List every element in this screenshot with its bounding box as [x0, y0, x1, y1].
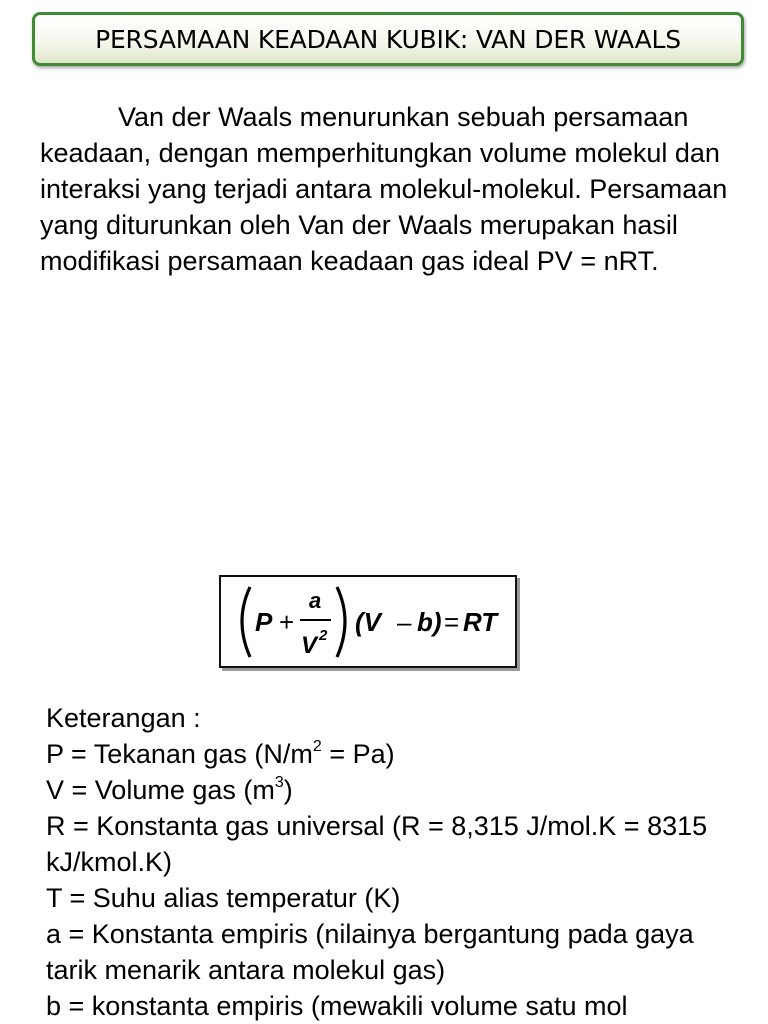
- symbol-a: a: [309, 588, 322, 613]
- term-v: (V: [355, 607, 381, 637]
- term-rt: RT: [463, 607, 498, 637]
- legend-heading: Keterangan :: [46, 703, 201, 733]
- van-der-waals-equation-box: [219, 575, 517, 668]
- symbol-p: P: [255, 607, 273, 637]
- legend-item-v: [46, 772, 726, 808]
- legend-section: [46, 700, 726, 1024]
- page-title: PERSAMAAN KEADAAN KUBIK: VAN DER WAALS: [95, 24, 681, 54]
- title-banner: [32, 12, 744, 66]
- legend-v-unit: ): [283, 775, 293, 805]
- exponent-2: 2: [319, 627, 328, 644]
- van-der-waals-equation: [221, 577, 515, 666]
- left-paren: [242, 587, 250, 657]
- legend-item-b: b = konstanta empiris (mewakili volume satu mol: [46, 991, 628, 1021]
- legend-v-superscript: 3: [274, 774, 284, 791]
- legend-item-a: a = Konstanta empiris (nilainya bergantung pada gaya tarik menarik antara molekul gas): [46, 919, 694, 985]
- term-b: b): [417, 607, 442, 637]
- legend-item-r: R = Konstanta gas universal (R = 8,315 J/mol.K = 8315 kJ/kmol.K): [46, 811, 708, 877]
- minus-sign: –: [397, 607, 412, 637]
- legend-p-text: P = Tekanan gas (N/m: [46, 739, 313, 769]
- legend-v-text: V = Volume gas (m: [46, 775, 275, 805]
- legend-item-p: [46, 736, 726, 772]
- legend-p-unit: = Pa): [321, 739, 395, 769]
- symbol-v-denominator: V: [301, 632, 318, 659]
- intro-paragraph: Van der Waals menurunkan sebuah persamaan keadaan, dengan memperhitungkan volume molekul dan interaksi yang terjadi antara molekul-molekul. Persamaan yang diturunkan oleh Van der Waals merupakan hasil modifikasi persamaan keadaan gas ideal PV = nRT.: [40, 102, 728, 276]
- equals-sign: =: [444, 607, 460, 637]
- intro-paragraph-container: [40, 99, 730, 279]
- right-paren: [337, 587, 345, 657]
- plus-sign: +: [279, 607, 295, 637]
- legend-p-superscript: 2: [312, 738, 322, 755]
- legend-item-t: T = Suhu alias temperatur (K): [46, 883, 401, 913]
